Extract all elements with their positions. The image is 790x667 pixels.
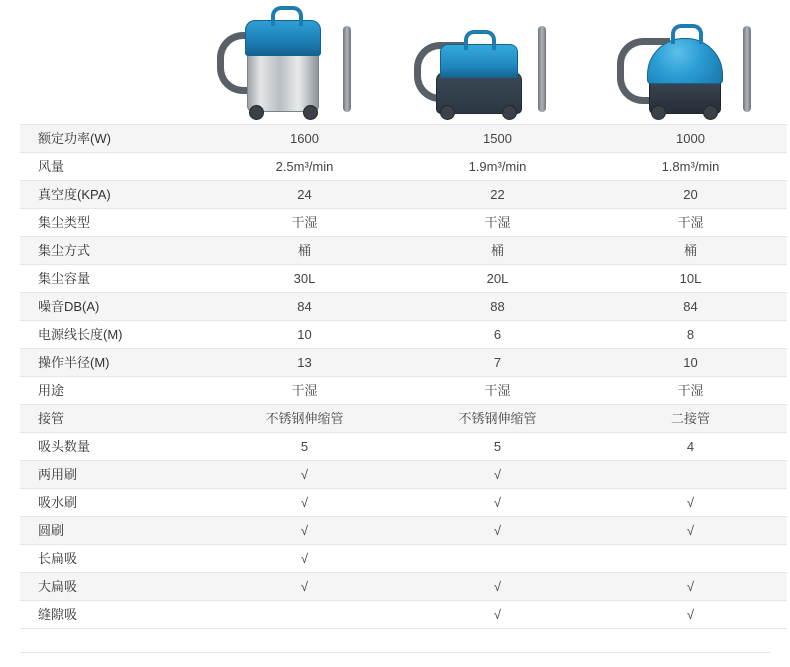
tube-shape [538, 26, 546, 112]
spec-value-1: 30L [208, 265, 401, 293]
spec-label: 大扁吸 [20, 573, 208, 601]
spec-value-3: 10 [594, 349, 787, 377]
spec-value-2: √ [401, 461, 594, 489]
spec-value-1: 2.5m³/min [208, 153, 401, 181]
table-row [20, 181, 787, 209]
spec-value-1: 24 [208, 181, 401, 209]
table-row [20, 545, 787, 573]
spec-label: 用途 [20, 377, 208, 405]
spec-value-2: 6 [401, 321, 594, 349]
spec-value-3: 10L [594, 265, 787, 293]
spec-value-2: 干湿 [401, 209, 594, 237]
spec-value-3: 4 [594, 433, 787, 461]
wheel-right-shape [502, 105, 517, 120]
table-row [20, 321, 787, 349]
table-row [20, 125, 787, 153]
wheel-left-shape [651, 105, 666, 120]
spec-label: 圆刷 [20, 517, 208, 545]
wheel-right-shape [303, 105, 318, 120]
wheel-right-shape [703, 105, 718, 120]
spec-label: 长扁吸 [20, 545, 208, 573]
spec-label: 两用刷 [20, 461, 208, 489]
spec-label: 真空度(KPA) [20, 181, 208, 209]
vacuum-cleaner-icon-2 [410, 2, 550, 122]
spec-value-1: √ [208, 573, 401, 601]
spec-value-1: 13 [208, 349, 401, 377]
spec-value-2: 5 [401, 433, 594, 461]
spec-label: 集尘方式 [20, 237, 208, 265]
handle-shape [271, 6, 303, 26]
spec-value-1: 84 [208, 293, 401, 321]
spec-label: 集尘类型 [20, 209, 208, 237]
spec-value-1: √ [208, 517, 401, 545]
table-row [20, 293, 787, 321]
vacuum-cleaner-icon-3 [615, 2, 755, 122]
spec-label: 风量 [20, 153, 208, 181]
table-row [20, 517, 787, 545]
spec-label: 接管 [20, 405, 208, 433]
spec-value-1: √ [208, 489, 401, 517]
product-image-3 [580, 0, 790, 124]
spec-value-1: √ [208, 545, 401, 573]
spec-value-2 [401, 545, 594, 573]
spec-value-3: 干湿 [594, 209, 787, 237]
spec-label: 额定功率(W) [20, 125, 208, 153]
spec-value-1: 桶 [208, 237, 401, 265]
spec-label: 缝隙吸 [20, 601, 208, 629]
table-row [20, 377, 787, 405]
bottom-divider [20, 652, 770, 653]
spec-value-3: 8 [594, 321, 787, 349]
spec-value-3: 二接管 [594, 405, 787, 433]
spec-label: 电源线长度(M) [20, 321, 208, 349]
spec-value-2: 干湿 [401, 377, 594, 405]
spec-value-2: √ [401, 517, 594, 545]
spec-value-3: 1000 [594, 125, 787, 153]
table-row [20, 209, 787, 237]
table-row [20, 405, 787, 433]
product-image-1 [190, 0, 380, 124]
spec-value-1: 1600 [208, 125, 401, 153]
spec-value-3: 干湿 [594, 377, 787, 405]
table-row [20, 349, 787, 377]
spec-value-2: 1500 [401, 125, 594, 153]
spec-value-2: 22 [401, 181, 594, 209]
spec-label: 吸水刷 [20, 489, 208, 517]
spec-value-3: √ [594, 601, 787, 629]
table-row [20, 601, 787, 629]
table-row [20, 461, 787, 489]
spec-value-1: 10 [208, 321, 401, 349]
product-image-row [0, 0, 790, 124]
spec-value-2: 1.9m³/min [401, 153, 594, 181]
spec-value-3: √ [594, 517, 787, 545]
spec-value-2: √ [401, 573, 594, 601]
wheel-left-shape [440, 105, 455, 120]
handle-shape [671, 24, 703, 44]
table-row [20, 489, 787, 517]
spec-value-2: 7 [401, 349, 594, 377]
spec-value-2: 88 [401, 293, 594, 321]
specifications-table [20, 124, 787, 629]
tube-shape [743, 26, 751, 112]
spec-value-1: 不锈钢伸缩管 [208, 405, 401, 433]
spec-value-2: 桶 [401, 237, 594, 265]
spec-label: 噪音DB(A) [20, 293, 208, 321]
spec-value-1: 干湿 [208, 209, 401, 237]
spec-value-3: √ [594, 489, 787, 517]
spec-label: 集尘容量 [20, 265, 208, 293]
spec-value-2: √ [401, 489, 594, 517]
spec-value-3: 1.8m³/min [594, 153, 787, 181]
spec-value-3: 桶 [594, 237, 787, 265]
spec-value-3: 20 [594, 181, 787, 209]
product-row-spacer [0, 0, 190, 124]
table-row [20, 573, 787, 601]
spec-value-3 [594, 545, 787, 573]
vacuum-cleaner-icon-1 [215, 2, 355, 122]
spec-value-1: √ [208, 461, 401, 489]
spec-value-1 [208, 601, 401, 629]
spec-value-3: √ [594, 573, 787, 601]
handle-shape [464, 30, 496, 50]
spec-value-2: √ [401, 601, 594, 629]
canister-body-shape [247, 48, 319, 112]
spec-value-2: 20L [401, 265, 594, 293]
spec-label: 操作半径(M) [20, 349, 208, 377]
table-row [20, 433, 787, 461]
wheel-left-shape [249, 105, 264, 120]
table-row [20, 153, 787, 181]
spec-value-1: 5 [208, 433, 401, 461]
spec-value-2: 不锈钢伸缩管 [401, 405, 594, 433]
tube-shape [343, 26, 351, 112]
product-image-2 [380, 0, 580, 124]
specifications-table-body [20, 125, 787, 629]
spec-value-3: 84 [594, 293, 787, 321]
table-row [20, 265, 787, 293]
spec-value-3 [594, 461, 787, 489]
spec-value-1: 干湿 [208, 377, 401, 405]
table-row [20, 237, 787, 265]
spec-label: 吸头数量 [20, 433, 208, 461]
